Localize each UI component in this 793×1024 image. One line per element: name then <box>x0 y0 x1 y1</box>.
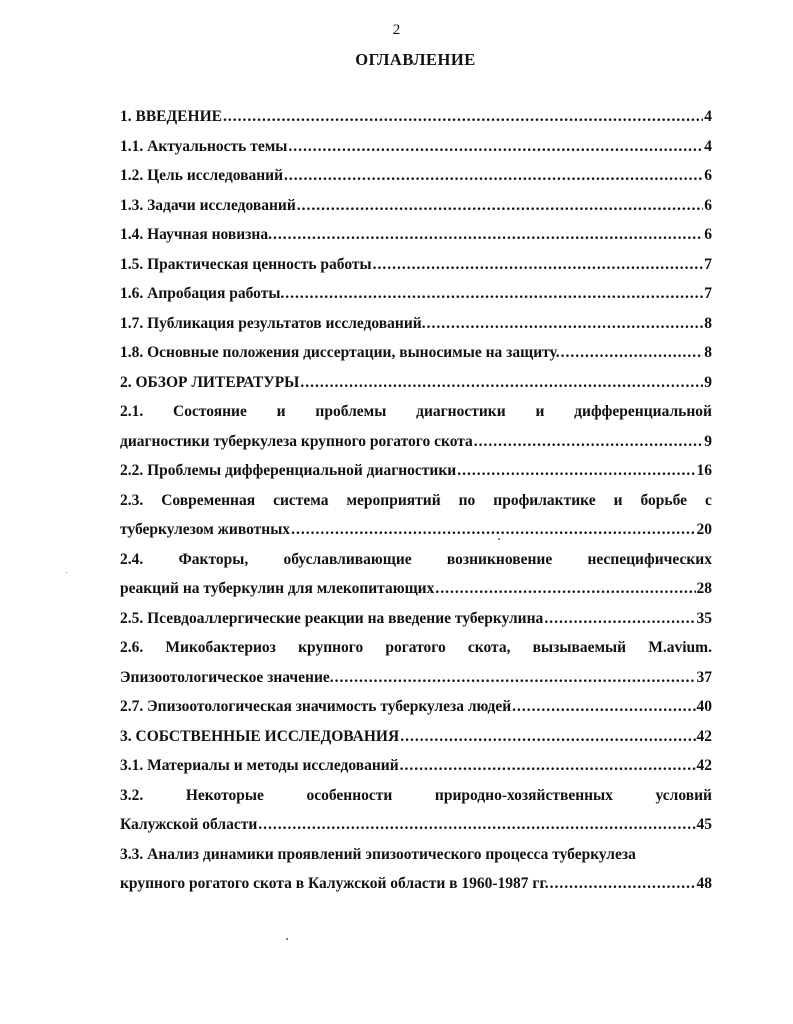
dot-leader <box>300 374 703 392</box>
dot-leader <box>373 256 704 274</box>
toc-entry-page: 7 <box>704 285 712 302</box>
toc-entry[interactable] <box>120 403 712 462</box>
dot-leader <box>427 315 704 333</box>
toc-entry-first-line <box>120 639 712 669</box>
toc-entry-line <box>120 521 712 551</box>
toc-word: Современная <box>161 491 256 509</box>
toc-entry-title: 2.5. Псевдоаллергические реакции на введение туберкулина <box>120 609 544 627</box>
toc-entry-first-line <box>120 551 712 581</box>
toc-entry-page: 4 <box>704 108 712 125</box>
dot-leader <box>400 728 695 746</box>
toc-entry[interactable] <box>120 551 712 610</box>
toc-entry[interactable] <box>120 492 712 551</box>
toc-entry-page: 42 <box>696 757 712 774</box>
toc-entry-title: 1.7. Публикация результатов исследований. <box>120 314 426 332</box>
toc-word: проблемы <box>315 403 387 420</box>
toc-entry[interactable] <box>120 167 712 197</box>
dot-leader <box>512 698 695 716</box>
toc-entry-title: 1.2. Цель исследований <box>120 167 284 184</box>
toc-entry-page: 9 <box>704 432 712 450</box>
toc-word: природно-хозяйственных <box>434 786 613 804</box>
toc-entry-line <box>120 462 712 492</box>
dot-leader <box>457 462 695 480</box>
scan-speck <box>498 538 500 540</box>
toc-entry-title: 1.4. Научная новизна. <box>120 226 272 243</box>
toc-entry-page: 8 <box>704 344 712 361</box>
toc-word: борьбе <box>640 491 688 509</box>
toc-entry-title: 2.7. Эпизоотологическая значимость туберкулеза людей <box>120 698 512 715</box>
dot-leader <box>223 108 703 126</box>
toc-entry-title: крупного рогатого скота в Калужской области в 1960-1987 гг. <box>120 875 549 892</box>
toc-word: рогатого <box>385 639 446 656</box>
scan-speck <box>66 572 67 573</box>
toc-entry-page: 20 <box>696 521 712 538</box>
toc-word: 2.1. <box>120 403 144 420</box>
toc-entry-line <box>120 728 712 758</box>
toc-entry-line <box>120 816 712 846</box>
toc-entry-line <box>120 374 712 404</box>
toc-entry-page: 28 <box>696 580 712 597</box>
toc-word: система <box>273 491 329 509</box>
toc-word: профилактике <box>493 491 596 509</box>
toc-entry[interactable] <box>120 108 712 138</box>
toc-entry-title: реакций на туберкулин для млекопитающих <box>120 580 435 597</box>
toc-word: дифференциальной <box>574 403 712 420</box>
table-of-contents <box>120 108 712 905</box>
toc-word: 2.4. <box>120 550 144 568</box>
toc-entry[interactable] <box>120 787 712 846</box>
toc-word: 2.3. <box>120 491 144 509</box>
toc-entry-page: 7 <box>704 255 712 273</box>
toc-entry[interactable] <box>120 256 712 286</box>
toc-entry-title: Эпизоотологическое значение. <box>120 668 334 686</box>
toc-entry-title: 2.2. Проблемы дифференциальной диагностики <box>120 462 457 479</box>
toc-entry-page: 42 <box>696 727 712 745</box>
toc-word: Микобактериоз <box>165 639 276 656</box>
toc-entry-line <box>120 433 712 463</box>
toc-entry-line <box>120 669 712 699</box>
toc-word: и <box>613 491 623 509</box>
dot-leader <box>288 138 703 156</box>
toc-entry-page: 35 <box>696 609 712 627</box>
toc-entry-title: 1.6. Апробация работы. <box>120 285 285 302</box>
dot-leader <box>400 757 696 775</box>
toc-entry-title: 1.8. Основные положения диссертации, выносимые на защиту. <box>120 344 560 361</box>
toc-entry-line <box>120 610 712 640</box>
toc-entry[interactable] <box>120 344 712 374</box>
toc-entry[interactable] <box>120 374 712 404</box>
toc-entry[interactable] <box>120 462 712 492</box>
toc-entry[interactable] <box>120 285 712 315</box>
toc-entry-page: 6 <box>704 226 712 243</box>
toc-entry-first-line <box>120 492 712 522</box>
dot-leader <box>291 521 695 539</box>
dot-leader <box>273 226 703 244</box>
dot-leader <box>297 197 703 215</box>
toc-word: по <box>458 491 476 509</box>
toc-entry-line <box>120 197 712 227</box>
toc-word: Состояние <box>173 403 247 420</box>
toc-entry-line <box>120 108 712 138</box>
toc-entry-page: 40 <box>696 698 712 715</box>
dot-leader <box>544 610 695 628</box>
toc-word: вызываемый <box>532 639 627 656</box>
toc-entry-title: туберкулезом животных <box>120 521 291 538</box>
toc-entry-page: 45 <box>696 816 712 833</box>
toc-entry-line <box>120 757 712 787</box>
dot-leader <box>284 167 703 185</box>
dot-leader <box>474 433 703 451</box>
toc-word: и <box>535 403 545 420</box>
dot-leader <box>550 875 696 893</box>
toc-entry-line <box>120 226 712 256</box>
toc-word: крупного <box>298 639 364 656</box>
toc-entry-title: диагностики туберкулеза крупного рогатого скота <box>120 432 473 450</box>
toc-entry-title: 3. СОБСТВЕННЫЕ ИССЛЕДОВАНИЯ <box>120 727 400 745</box>
toc-word: неспецифических <box>587 550 712 568</box>
page-title: ОГЛАВЛЕНИЕ <box>355 50 476 69</box>
toc-word: 3.2. <box>120 786 144 804</box>
toc-entry[interactable] <box>120 138 712 168</box>
toc-entry-line <box>120 256 712 286</box>
toc-entry[interactable] <box>120 197 712 227</box>
toc-entry-page: 6 <box>704 167 712 184</box>
toc-entry-line <box>120 875 712 905</box>
toc-entry-line <box>120 285 712 315</box>
page-number: 2 <box>392 22 401 38</box>
toc-entry-first-line <box>120 846 712 876</box>
toc-entry-title: 1.3. Задачи исследований <box>120 196 296 214</box>
toc-entry[interactable] <box>120 639 712 698</box>
toc-word: скота, <box>467 639 511 656</box>
toc-entry-page: 8 <box>704 314 712 332</box>
toc-word: 2.6. <box>120 639 144 656</box>
toc-word: особенности <box>306 786 393 804</box>
toc-word: мероприятий <box>346 491 441 509</box>
scan-speck <box>286 938 288 940</box>
toc-entry-title: 2. ОБЗОР ЛИТЕРАТУРЫ <box>120 373 300 391</box>
toc-word: 3.3. Анализ динамики проявлений эпизоотического процесса туберкулеза <box>120 845 636 863</box>
toc-entry-title: 1.1. Актуальность темы <box>120 137 288 155</box>
toc-entry-line <box>120 698 712 728</box>
toc-word: Некоторые <box>185 786 264 804</box>
dot-leader <box>285 285 703 303</box>
toc-entry-line <box>120 344 712 374</box>
toc-entry[interactable] <box>120 610 712 640</box>
toc-entry-title: Калужской области <box>120 816 258 833</box>
toc-entry[interactable] <box>120 757 712 787</box>
toc-entry-page: 4 <box>704 137 712 155</box>
toc-entry[interactable] <box>120 846 712 905</box>
toc-entry-title: 1. ВВЕДЕНИЕ <box>120 108 222 125</box>
toc-entry-first-line <box>120 403 712 433</box>
toc-word: и <box>276 403 286 420</box>
toc-entry-title: 1.5. Практическая ценность работы <box>120 255 372 273</box>
toc-word: M.avium. <box>648 639 712 656</box>
toc-entry-line <box>120 167 712 197</box>
toc-entry-page: 37 <box>696 668 712 686</box>
toc-entry-page: 48 <box>696 875 712 892</box>
dot-leader <box>435 580 695 598</box>
toc-entry-first-line <box>120 787 712 817</box>
toc-entry-line <box>120 315 712 345</box>
dot-leader <box>258 816 695 834</box>
toc-entry-page: 6 <box>704 196 712 214</box>
toc-entry-title: 3.1. Материалы и методы исследований <box>120 757 399 774</box>
toc-entry-page: 9 <box>704 373 712 391</box>
toc-word: Факторы, <box>178 550 249 568</box>
toc-entry[interactable] <box>120 698 712 728</box>
toc-word: обуславливающие <box>283 550 412 568</box>
toc-entry-line <box>120 580 712 610</box>
dot-leader <box>335 669 696 687</box>
toc-entry[interactable] <box>120 315 712 345</box>
dot-leader <box>561 344 704 362</box>
toc-word: условий <box>655 786 712 804</box>
toc-entry-page: 16 <box>696 462 712 479</box>
toc-entry[interactable] <box>120 226 712 256</box>
toc-entry-line <box>120 138 712 168</box>
toc-word: диагностики <box>416 403 506 420</box>
toc-word: с <box>705 491 712 509</box>
toc-word: возникновение <box>446 550 553 568</box>
toc-entry[interactable] <box>120 728 712 758</box>
